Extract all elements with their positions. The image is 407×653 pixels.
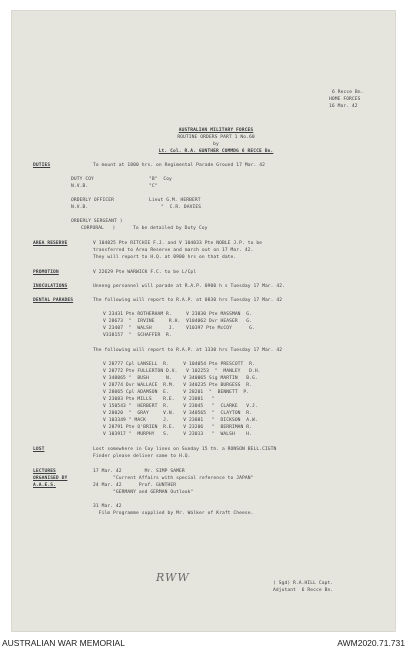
lectures-heading-2: ORGANISED BY [33,476,68,481]
dental-g1-row1: V 23431 Pte ROTHERHAM R. V 23830 Pte MASSMAN G. [103,312,253,317]
duties-label-1: DUTY COY [71,177,94,182]
dental-text2: The following will report to R.A.P. at 1330 hrs Tuesday 17 Mar. 42 [93,348,283,353]
duties-label-6: CORPORAL ) [81,226,116,231]
dental-g1-row2: V 28673 " IRVINE R.H. V104062 Dvr HEASER G. [103,319,253,324]
dental-g1-row3: V 23407 " WALSH J. V10397 Pte McCOY G. [103,326,255,331]
area-reserve-line2: transferred to Area Reserve and march out on 17 Mar. 42. [93,248,254,253]
dental-g2-row6: V 23083 Pte MILLS R.E. V 23081 " [103,397,215,402]
footer-institution: AUSTRALIAN WAR MEMORIAL [2,638,125,648]
dental-g2-row2: V 28772 Pte FULLERTON D.V. V 102253 " MANLEY D.H. [103,369,261,374]
duties-label-5: ORDERLY SERGEANT ) [71,219,123,224]
dental-g2-row11: V 103917 " MURPHY S. V 23013 " WALSH H. [103,432,253,437]
duties-label-3: ORDERLY OFFICER [71,198,114,203]
dental-g2-row5: V 28065 Cpl ADAMSON E. V 28201 " BENNETT P. [103,390,250,395]
dental-g1-row4: V338157 " SCHAFFER R. [103,333,172,338]
dental-text1: The following will report to R.A.P. at 0830 hrs Tuesday 17 Mar. 42 [93,298,283,303]
duties-value-2: "C" [149,184,158,189]
inoculations-heading: INOCULATIONS [33,284,68,289]
dental-g2-row4: V 28774 Dvr WALLACE R.M. V 340235 Pte BURGESS R. [103,383,253,388]
archive-footer [0,634,407,653]
header-date: 16 Mar. 42 [329,104,358,109]
lectures-line3: 24 Mar. 42 Prof. GUNTHER [93,483,177,488]
promotion-text: V 22629 Pte WARWICK F.C. to be L/Cpl [93,270,197,275]
duties-value-1: "B" Coy [149,177,172,182]
dental-g2-row9: V 103349 " MACK J. V 23881 " DICKSON A.W. [103,418,258,423]
dental-g2-row1: V 28777 Cpl LANSELL R. V 104054 Pte PRESCOTT R. [103,362,255,367]
lectures-line4: "GERMANY and GERMAN Outlook" [93,490,194,495]
lectures-heading-3: A.A.E.S. [33,483,56,488]
handwritten-initials: RWW [156,571,190,584]
title-line3: by [213,142,219,147]
duties-heading: DUTIES [33,163,51,168]
document-page [11,10,396,632]
promotion-heading: PROMOTION [33,270,59,275]
lectures-line1: 17 Mar. 42 Mr. SIMP SAMER [93,469,185,474]
duties-value-3: Lieut G.M. HERBERT [149,198,201,203]
dental-g2-row10: V 28791 Pte O'BRIEN R.E. V 23206 " BERRIMAN R. [103,425,253,430]
footer-accession-number: AWM2020.71.731 [337,638,405,648]
duties-value-6: To be detailed by Duty Coy [133,226,208,231]
signature-line2: Adjutant 6 Recce Bn. [273,588,334,593]
dental-g2-row3: V 340065 " BUSH N. V 340065 Sig MARTIN B.G. [103,376,258,381]
area-reserve-line1: V 104025 Pte RITCHIE F.J. and V 104033 Pte NOBLE J.P. to be [93,241,263,246]
document-body [11,10,396,632]
lectures-line6: Film Programme supplied by Mr. Walker of Kraft Cheese. [93,511,254,516]
dental-g2-row8: V 28020 " GRAY V.N. V 340565 " CLAYTON R. [103,411,253,416]
area-reserve-heading: AREA RESERVE [33,241,68,246]
dental-heading: DENTAL PARADES [33,298,74,303]
area-reserve-line3: They will report to H.Q. at 0900 hrs on that date. [93,255,237,260]
header-location: HOME FORCES [329,97,361,102]
lectures-line5: 31 Mar. 42 [93,504,122,509]
duties-label-4: N.V.B. [71,205,89,210]
duties-value-4: " C.R. DAVIES [161,205,202,210]
lost-heading: LOST [33,447,45,452]
lectures-heading: LECTURES [33,469,56,474]
lost-line1: Lost somewhere in Coy lines on Sunday 15 th. a RONSON BELL.CIGTN [93,447,277,452]
duties-label-2: N.V.B. [71,184,89,189]
duties-text: To mount at 1800 hrs. on Regimental Parade Ground 17 Mar. 42 [93,163,265,168]
title-line2: ROUTINE ORDERS PART 1 No.60 [177,135,255,140]
lectures-line2: "Current Affairs with special reference to JAPAN" [93,476,254,481]
signature-line1: ( Sgd) R.A.HILL Capt. [273,581,334,586]
inoculations-text: Unenng personnel will parade at R.A.P. 0900 h s Tuesday 17 Mar. 42. [93,284,285,289]
title-line4: Lt. Col. R.A. GUNTHER COMMDG 6 RECCE Bn. [158,149,274,154]
dental-g2-row7: V 150543 " HERBERT R. V 23045 " CLARKE V.J. [103,404,258,409]
header-unit: 6 Recce Bn. [332,90,364,95]
title-line1: AUSTRALIAN MILITARY FORCES [178,128,254,133]
lost-line2: Finder please deliver same to H.Q. [93,454,191,459]
